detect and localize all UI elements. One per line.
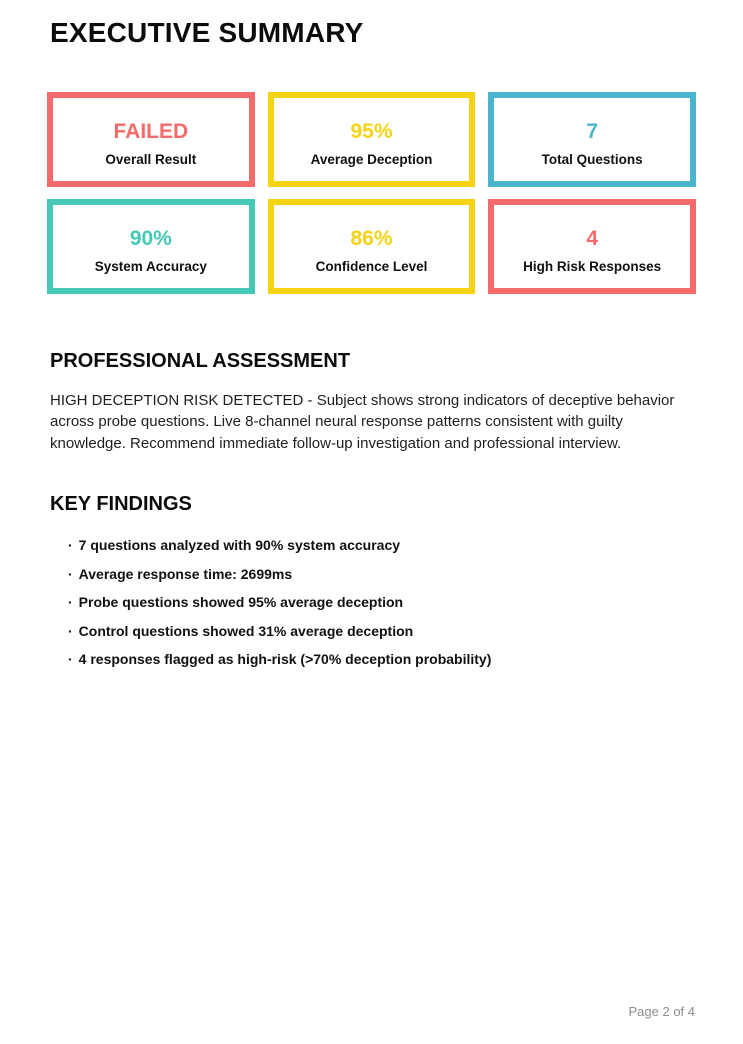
professional-assessment-heading: PROFESSIONAL ASSESSMENT bbox=[50, 349, 351, 372]
stat-value-high-risk-responses: 4 bbox=[586, 226, 598, 250]
key-finding-text: 7 questions analyzed with 90% system accuracy bbox=[78, 537, 401, 554]
key-findings-list bbox=[68, 538, 696, 666]
key-finding-text: 4 responses flagged as high-risk (>70% deception probability) bbox=[78, 651, 492, 668]
stat-label-total-questions: Total Questions bbox=[541, 151, 643, 167]
page-title: EXECUTIVE SUMMARY bbox=[50, 17, 364, 48]
key-finding-item bbox=[68, 652, 696, 666]
bullet-icon: · bbox=[68, 651, 73, 668]
bullet-icon: · bbox=[68, 594, 73, 611]
page-number: Page 2 of 4 bbox=[628, 1004, 695, 1019]
stat-label-confidence-level: Confidence Level bbox=[315, 258, 428, 274]
key-findings-heading: KEY FINDINGS bbox=[50, 493, 192, 516]
bullet-icon: · bbox=[68, 622, 73, 639]
key-finding-item bbox=[68, 624, 696, 638]
key-finding-item bbox=[68, 567, 696, 581]
stat-label-overall-result: Overall Result bbox=[105, 151, 197, 167]
key-finding-text: Average response time: 2699ms bbox=[78, 565, 293, 582]
stat-value-confidence-level: 86% bbox=[350, 226, 393, 250]
stat-card-overall-result bbox=[47, 92, 255, 187]
stat-value-system-accuracy: 90% bbox=[129, 226, 172, 250]
key-finding-text: Probe questions showed 95% average deception bbox=[78, 594, 404, 611]
stat-label-system-accuracy: System Accuracy bbox=[94, 258, 207, 274]
stat-card-high-risk-responses bbox=[488, 199, 696, 294]
bullet-icon: · bbox=[68, 537, 73, 554]
stat-value-average-deception: 95% bbox=[350, 119, 393, 143]
stat-label-average-deception: Average Deception bbox=[310, 151, 433, 167]
stat-card-average-deception bbox=[268, 92, 476, 187]
stat-value-overall-result: FAILED bbox=[113, 119, 189, 143]
stat-card-total-questions bbox=[488, 92, 696, 187]
stat-card-confidence-level bbox=[268, 199, 476, 294]
stat-value-total-questions: 7 bbox=[586, 119, 598, 143]
key-finding-text: Control questions showed 31% average deception bbox=[78, 622, 414, 639]
bullet-icon: · bbox=[68, 565, 73, 582]
stat-card-system-accuracy bbox=[47, 199, 255, 294]
key-finding-item bbox=[68, 595, 696, 609]
key-finding-item bbox=[68, 538, 696, 552]
stat-label-high-risk-responses: High Risk Responses bbox=[523, 258, 662, 274]
stat-cards-grid bbox=[47, 92, 696, 294]
professional-assessment-body: HIGH DECEPTION RISK DETECTED - Subject shows strong indicators of deceptive behavior across probe questions. Live 8-channel neural response patterns consistent with guilty knowledge. Recommend immediate follow-up investigation and professional interview. bbox=[50, 391, 675, 452]
